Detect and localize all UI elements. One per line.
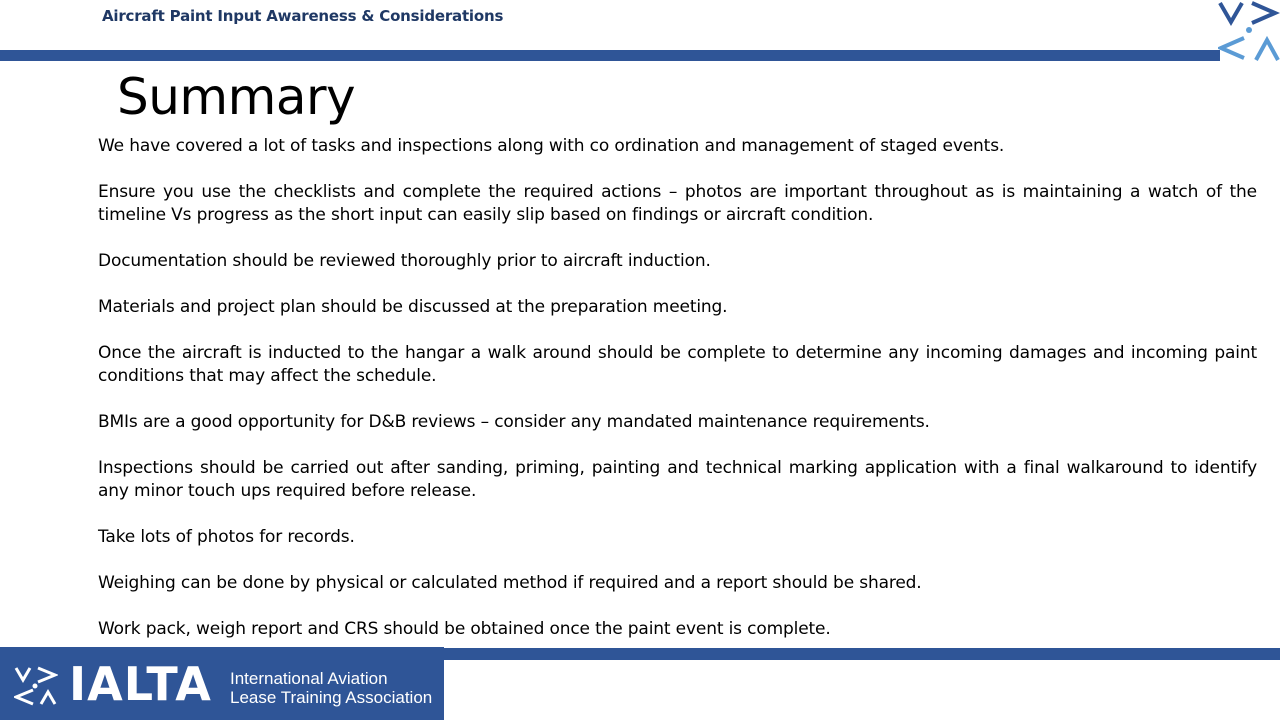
footer-logo xyxy=(0,647,444,720)
footer-tagline xyxy=(230,669,432,707)
summary-paragraph: Once the aircraft is inducted to the hangar a walk around should be complete to determine any incoming damages and incoming paint conditions that may affect the schedule. xyxy=(98,343,1257,386)
summary-paragraph: Documentation should be reviewed thoroughly prior to aircraft induction. xyxy=(98,251,711,271)
summary-paragraph: Ensure you use the checklists and complete the required actions – photos are important throughout as is maintaining a watch of the timeline Vs progress as the short input can easily slip based on findings or aircraft condition. xyxy=(98,182,1257,225)
summary-paragraph: Weighing can be done by physical or calculated method if required and a report should be shared. xyxy=(98,573,922,593)
summary-paragraph: Inspections should be carried out after sanding, priming, painting and technical marking application with a final walkaround to identify any minor touch ups required before release. xyxy=(98,458,1257,501)
ialta-mark-icon xyxy=(14,666,58,706)
footer-tagline-line: International Aviation xyxy=(230,669,388,688)
header-title: Aircraft Paint Input Awareness & Considerations xyxy=(102,7,504,25)
summary-paragraph: Take lots of photos for records. xyxy=(98,527,355,547)
footer-wordmark: IALTA xyxy=(69,657,212,711)
page-title: Summary xyxy=(117,68,356,126)
ialta-mark-icon xyxy=(1218,0,1280,62)
summary-content xyxy=(98,135,1257,641)
summary-paragraph: BMIs are a good opportunity for D&B reviews – consider any mandated maintenance requirements. xyxy=(98,412,930,432)
summary-paragraph: Work pack, weigh report and CRS should be obtained once the paint event is complete. xyxy=(98,619,831,639)
bottom-accent-bar xyxy=(444,648,1280,660)
top-accent-bar xyxy=(0,50,1220,61)
summary-paragraph: Materials and project plan should be discussed at the preparation meeting. xyxy=(98,297,728,317)
footer-tagline-line: Lease Training Association xyxy=(230,688,433,707)
summary-paragraph: We have covered a lot of tasks and inspections along with co ordination and management of staged events. xyxy=(98,136,1005,156)
